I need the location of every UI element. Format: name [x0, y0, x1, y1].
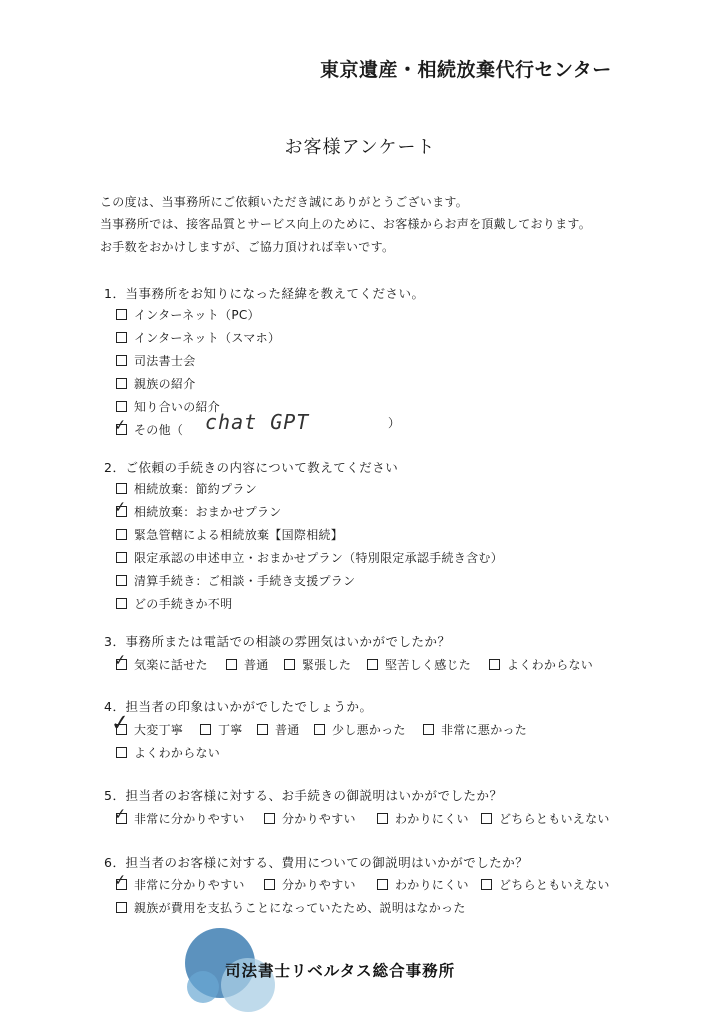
- checkbox[interactable]: [116, 902, 127, 913]
- q1-option-judicial-association[interactable]: [116, 352, 196, 369]
- option-label: 普通: [275, 723, 300, 737]
- q2-option-liquidation[interactable]: [116, 572, 355, 589]
- checkbox[interactable]: [367, 659, 378, 670]
- q5-option-neither[interactable]: [481, 810, 610, 827]
- checkbox-checked[interactable]: [113, 497, 128, 517]
- q5-option-very-clear[interactable]: [113, 804, 245, 827]
- q3-option-normal[interactable]: [226, 656, 269, 673]
- q5-option-clear[interactable]: [264, 810, 356, 827]
- q4-option-not-sure[interactable]: [116, 744, 220, 761]
- option-label: よくわからない: [134, 746, 221, 760]
- q2-option-saving-plan[interactable]: [116, 480, 257, 497]
- checkbox[interactable]: [264, 813, 275, 824]
- checkbox[interactable]: [377, 879, 388, 890]
- checkbox-checked[interactable]: [113, 650, 128, 670]
- checkbox[interactable]: [116, 309, 127, 320]
- checkbox[interactable]: [116, 552, 127, 563]
- option-label: その他（: [134, 423, 184, 437]
- check-mark-icon: ✓: [113, 870, 128, 890]
- question-5: 5．担当者のお客様に対する、お手続きの御説明はいかがでしたか？: [104, 788, 503, 803]
- check-mark-icon: ✓: [113, 497, 128, 517]
- q3-option-not-sure[interactable]: [489, 656, 593, 673]
- checkbox[interactable]: [116, 401, 127, 412]
- q3-option-stiff[interactable]: [367, 656, 471, 673]
- option-label: 相続放棄：節約プラン: [134, 482, 258, 496]
- checkbox[interactable]: [116, 483, 127, 494]
- checkbox[interactable]: [116, 598, 127, 609]
- option-label: 丁寧: [218, 723, 243, 737]
- checkbox-checked[interactable]: [113, 415, 128, 435]
- q6-option-neither[interactable]: [481, 876, 610, 893]
- checkbox[interactable]: [200, 724, 211, 735]
- q4-option-slightly-bad[interactable]: [314, 721, 406, 738]
- checkbox[interactable]: [481, 813, 492, 824]
- checkbox[interactable]: [481, 879, 492, 890]
- option-label: 普通: [244, 658, 269, 672]
- option-label: 親族が費用を支払うことになっていたため、説明はなかった: [134, 901, 466, 915]
- check-mark-icon: ✓: [109, 710, 131, 737]
- q4-option-normal[interactable]: [257, 721, 300, 738]
- option-label: わかりにくい: [395, 812, 469, 826]
- check-mark-icon: ✓: [113, 804, 128, 824]
- q4-option-polite[interactable]: [200, 721, 243, 738]
- checkbox-checked[interactable]: [113, 870, 128, 890]
- option-label: どちらともいえない: [499, 878, 610, 892]
- option-label: 堅苦しく感じた: [385, 658, 472, 672]
- option-label: インターネット（PC）: [134, 308, 260, 322]
- option-label: インターネット（スマホ）: [134, 331, 281, 345]
- checkbox[interactable]: [116, 747, 127, 758]
- question-3: 3．事務所または電話での相談の雰囲気はいかがでしたか？: [104, 634, 451, 649]
- office-name-logo-text: 司法書士リベルタス総合事務所: [225, 962, 456, 980]
- q1-option-other[interactable]: [113, 415, 184, 438]
- option-label: 非常に悪かった: [441, 723, 528, 737]
- q3-option-relaxed[interactable]: [113, 650, 208, 673]
- q4-option-very-bad[interactable]: [423, 721, 527, 738]
- question-1: 1．当事務所をお知りになった経緯を教えてください。: [104, 286, 425, 301]
- option-label: 少し悪かった: [332, 723, 406, 737]
- question-6: 6．担当者のお客様に対する、費用についての御説明はいかがでしたか？: [104, 855, 529, 870]
- option-label: わかりにくい: [395, 878, 469, 892]
- logo-circle-mid: [187, 971, 219, 1003]
- q6-option-no-explanation[interactable]: [116, 899, 466, 916]
- option-label: よくわからない: [507, 658, 594, 672]
- check-mark-icon: ✓: [113, 415, 128, 435]
- checkbox[interactable]: [284, 659, 295, 670]
- option-label: 分かりやすい: [282, 812, 356, 826]
- close-paren: ）: [388, 416, 401, 430]
- option-label: 分かりやすい: [282, 878, 356, 892]
- checkbox-checked[interactable]: [109, 710, 131, 737]
- checkbox[interactable]: [314, 724, 325, 735]
- checkbox[interactable]: [226, 659, 237, 670]
- survey-title: お客様アンケート: [284, 137, 436, 158]
- q2-option-unknown[interactable]: [116, 595, 232, 612]
- option-label: 清算手続き：ご相談・手続き支援プラン: [134, 574, 356, 588]
- checkbox[interactable]: [116, 355, 127, 366]
- checkbox[interactable]: [116, 529, 127, 540]
- q5-option-unclear[interactable]: [377, 810, 469, 827]
- option-label: 相続放棄：おまかせプラン: [134, 505, 282, 519]
- q6-option-clear[interactable]: [264, 876, 356, 893]
- office-header: 東京遺産・相続放棄代行センター: [320, 59, 612, 81]
- q2-option-international[interactable]: [116, 526, 343, 543]
- q1-option-internet-smartphone[interactable]: [116, 329, 280, 346]
- option-label: 気楽に話せた: [134, 658, 208, 672]
- q2-option-limited-approval[interactable]: [116, 549, 503, 566]
- option-label: 知り合いの紹介: [134, 400, 221, 414]
- checkbox-checked[interactable]: [113, 804, 128, 824]
- question-4: 4．担当者の印象はいかがでしたでしょうか。: [104, 699, 373, 714]
- question-2: 2．ご依頼の手続きの内容について教えてください: [104, 460, 399, 475]
- intro-line-3: お手数をおかけしますが、ご協力頂ければ幸いです。: [100, 240, 395, 254]
- checkbox[interactable]: [377, 813, 388, 824]
- q2-option-full-service-plan[interactable]: [113, 497, 282, 520]
- checkbox[interactable]: [489, 659, 500, 670]
- option-label: 司法書士会: [134, 354, 196, 368]
- intro-line-1: この度は、当事務所にご依頼いただき誠にありがとうございます。: [100, 195, 469, 209]
- q6-option-very-clear[interactable]: [113, 870, 245, 893]
- option-label: 限定承認の申述申立・おまかせプラン（特別限定承認手続き含む）: [134, 551, 504, 565]
- option-label: 非常に分かりやすい: [134, 878, 245, 892]
- checkbox[interactable]: [116, 332, 127, 343]
- q1-option-internet-pc[interactable]: [116, 306, 260, 323]
- option-label: どの手続きか不明: [134, 597, 233, 611]
- handwritten-other-answer: chat GPT: [205, 410, 310, 434]
- option-label: 親族の紹介: [134, 377, 196, 391]
- option-label: 緊張した: [302, 658, 352, 672]
- checkbox[interactable]: [264, 879, 275, 890]
- checkbox[interactable]: [116, 575, 127, 586]
- option-label: 大変丁寧: [134, 723, 184, 737]
- q6-option-unclear[interactable]: [377, 876, 469, 893]
- q4-option-very-polite[interactable]: [109, 710, 184, 738]
- checkbox[interactable]: [423, 724, 434, 735]
- q1-option-relative-referral[interactable]: [116, 375, 196, 392]
- checkbox[interactable]: [257, 724, 268, 735]
- checkbox[interactable]: [116, 378, 127, 389]
- check-mark-icon: ✓: [113, 650, 128, 670]
- intro-line-2: 当事務所では、接客品質とサービス向上のために、お客様からお声を頂戴しております。: [100, 217, 592, 231]
- option-label: 非常に分かりやすい: [134, 812, 245, 826]
- option-label: 緊急管轄による相続放棄【国際相続】: [134, 528, 344, 542]
- q3-option-nervous[interactable]: [284, 656, 351, 673]
- option-label: どちらともいえない: [499, 812, 610, 826]
